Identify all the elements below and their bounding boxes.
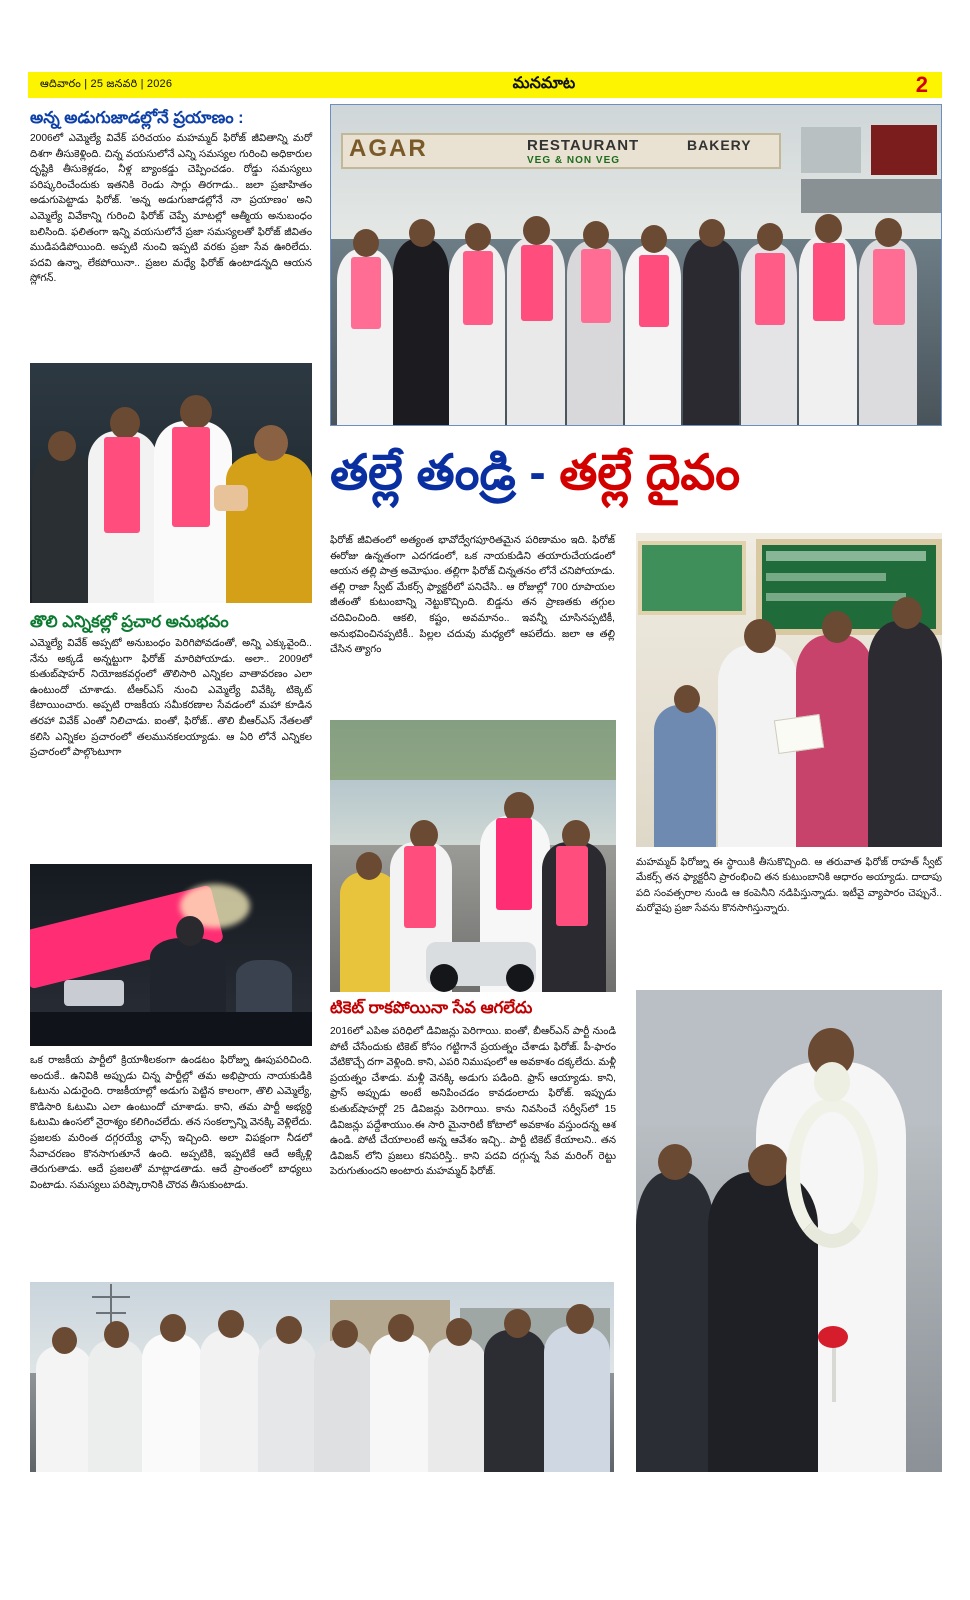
article-sweet-maker-body-wrap — [636, 855, 942, 917]
sign-bakery: BAKERY — [687, 137, 752, 153]
article-mother-father-body-wrap — [330, 533, 615, 658]
photo-school-award — [636, 533, 942, 847]
photo-leader-greeting — [30, 363, 312, 603]
article-ticket-body: 2016లో ఎపిఅ పరిధిలో డివిజన్లు పెరిగాయి. ఐంతో, బీఆర్ఎన్ పార్టీ నుండి పోటీ చేసేందుకు టికెట్ కోసం గట్టిగానే ప్రయత్నం చేశాడు ఫిరోజ్. పీ-ఫారం వేటికొచ్చే దగా వెళ్లింది. కాని, ఎపరి నిముషంలో ఆ అవకాశం దక్కలేదు. మళ్లీ ప్రయత్నం చేశాడు. మళ్లీ వెనక్కి అడుగు పడింది. ఫ్రాస్ ఆయ్యాడు. కాని, ఫ్రాస్ అప్పుడు అంటే అనిపించడం కావడంలాదు ఫిరోజ్. ఇప్పుడు కుతుబ్‌షాహర్లో 25 డివిజన్లు పెరిగాయి. కాను నివసించే సర్వీస్‌లో 15 డివిజన్లు పద్దేశాయుం.ఈ సారి మైనారిటీ కోటాలో అవకాశం వస్తుందన్న ఆశ ఉండి. పోటీ చేయాలంటే అన్న ఆవేశం ఇచ్చి.. పార్టీ టికెట్ కేయాలని.. తన డివిజన్ లోని ప్రజలు కనిపరిస్తి.. కాని పదవి దగ్గున్న సేవ మరింగ్ రెట్టు పెరుగుతుందని అంటారు మహమ్మద్ ఫిరోజ్. — [330, 1026, 616, 1178]
article-journey-body-wrap — [30, 131, 312, 287]
article-journey-body: 2006లో ఎమ్మెల్యే వివేక్ పరిచయం మహమ్మద్ ఫిరోజ్ జీవితాన్ని మరో దిశగా తీసుకెళ్లింది. చిన్న వయసులోనే ఎన్ని సమస్యల గురించి అధికారుల దృష్టికి తీసుకెళ్లడం, నీళ్ల బ్యాంకడ్డు చెప్పించడం. రోడ్డు సమస్యలు పరిష్కరించేందుకు ఇతనికి రెండు సార్లు తిరగాడు.. జలా ప్రజాహితం అడుగుపెట్టాడు ఫిరోజ్. 'అన్న అడుగుజాడల్లోనే నా ప్రయాణం' అని ఎమ్మెల్యే వివేకాన్ని గురించి ఫిరోజ్ చెప్పే మాటల్లో ఆత్మీయ అనుబంధం బలిసింది. ఫలితంగా ఇన్ని వయసులోనే ప్రజా సమస్యలతో ఫిరోజ్ జీవితం ముడిపడిపోయింది. అప్పటి నుంచి ఇప్పటి వరకు ప్రజా సేవ ఊరిలేదు. పదవి ఉన్నా, లేకపోయినా.. ప్రజల మధ్యే ఫిరోజ్ ఉంటాడన్నది ఆయన స్లోగన్. — [30, 133, 312, 285]
photo-group-walk — [30, 1282, 614, 1472]
page-number: 2 — [915, 72, 928, 97]
article-political-party-body: ఒక రాజకీయ పార్టీలో క్రియాశీలకంగా ఉండటం ఫిరోజ్ను ఊపుపరిచింది. అందుకే.. ఉనివికి అప్పుడు చిన్న పార్టీల్లో తమ అభిప్రాయ నాయకుడికి ఓటును ఎడురైంది. రాజకీయాల్లో అడుగు పెట్టిన కాలంగా, తొలి ఎమ్మెల్యే, కొడిసారి ఓటుమి ఎలా ఉంటుందో చూశాడు. కాని, తమ పార్టీ అభ్యర్థి ఓటుమి ఉంసలో నైరాశ్యం కలిగించలేదు. తన సంకల్పాన్ని వెనక్కి వెళ్లిలేదు. ప్రజలకు మరింత దగ్గరయ్యే ఛాన్స్ ఇచ్చింది. అలా విపక్షంగా నీడలో సేవాచరణం కొనసాగుతూనే ఉంది. అప్పటికి, ఇప్పటికే ఆదే అక్కేళ్లి తెరుగుతాడు. ఆదే ప్రజలతో మాట్లాడతాడు. ఆదే ప్రాంతంలో బాధ్యలు వింటాడు. సమస్యలు పరిష్కారానికి చొరవ తీసుకుంటాడు. — [30, 1055, 312, 1191]
banner-dash: - — [529, 446, 546, 500]
photo-night-campaign — [30, 864, 312, 1046]
sign-restaurant-word: RESTAURANT — [527, 137, 640, 154]
masthead — [28, 72, 942, 98]
photo-bike-rally — [330, 720, 616, 992]
sign-veg-nonveg: VEG & NON VEG — [527, 155, 621, 166]
photo-garland-celebration — [636, 990, 942, 1472]
banner-part1: తల్లే తండ్రి — [330, 446, 516, 500]
article-journey-heading-wrap — [30, 108, 310, 128]
banner-headline — [330, 437, 942, 509]
article-ticket-heading: టికెట్ రాకపోయినా సేవ ఆగలేదు — [330, 999, 533, 1017]
article-first-election-heading-wrap — [30, 612, 312, 632]
photo-group-rally-street — [330, 104, 942, 426]
banner-headline-text — [330, 444, 740, 502]
masthead-date: ఆదివారం | 25 జనవరి | 2026 — [40, 77, 173, 90]
banner-part2: తల్లే దైవం — [559, 446, 741, 500]
article-first-election-heading: తొలి ఎన్నికల్లో ప్రచార అనుభవం — [30, 613, 229, 631]
article-sweet-maker-body: మహమ్మద్ ఫిరోజ్ను ఈ స్థాయికి తీసుకొచ్చింది. ఆ తరువాత ఫిరోజ్ రాహత్ స్వీట్ మేకర్స్ తన ఫ్యాక్టరీని ప్రారంభించి తన కుటుంబానికి ఆధారం అయ్యాడు. దాదాపు పది సంవత్సరాల నుండి ఆ కంపెనీని నడిపిస్తున్నాడు. ఇటీవై వ్యాపారం చెప్పునే.. మరోవైపు ప్రజా సేవను కొనసాగిస్తున్నారు. — [636, 857, 942, 915]
article-ticket-body-wrap — [330, 1024, 616, 1180]
sign-restaurant-main: AGAR — [349, 135, 428, 162]
article-political-party-body-wrap — [30, 1053, 312, 1193]
article-mother-father-body: ఫిరోజ్ జీవితంలో అత్యంత భావోద్వేగపూరితమైన పరిణామం ఇది. ఫిరోజ్ ఈరోజు ఉన్నతంగా ఎదగడంలో, ఒక నాయకుడిని తయారుచేయడంలో ఆయన తల్లి పాత్ర అమోఘం. తల్లిగా ఫిరోజ్ చిన్నతనం లోనే చనిపోయాడు. తల్లి రాజా స్వీట్ మేకర్స్ ఫ్యాక్టరీలో పనిచేసి.. ఆ రోజుల్లో 700 రూపాయల జీతంతో కుటుంబాన్ని నెట్టుకొచ్చింది. బిడ్డను తన ప్రాణతకు తగ్గుల చదివించింది. ఆకలి, కష్టం, అవమానం.. ఇవన్నీ చూసినప్పటికీ, అనుభవించినప్పటికీ.. పిల్లల చదువు మధ్యలో ఆపలేదు. జలా ఆ తల్లి చేసిన త్యాగం — [330, 535, 615, 656]
article-journey-heading: అన్న అడుగుజాడల్లోనే ప్రయాణం : — [30, 109, 244, 127]
article-first-election-body-wrap — [30, 636, 312, 761]
article-first-election-body: ఎమ్మెల్యే వివేక్ అప్పటో అనుబంధం పెరిగిపోవడంతో, అన్ని ఎక్కువైంది.. నేను అక్కడే అన్నట్టుగా ఫిరోజ్ మారిపోయాడు. అలా.. 2009లో కుతుబ్‌షాహర్ నియోజకవర్గంలో తొలిసారి ఎన్నికల వాతావరణం ఎలా ఉంటుందో చూశాడు. టీఆర్ఎస్ నుంచి ఎమ్మెల్యే వివేక్కి టిక్కెట్ కేటాయించారు. అప్పటి రాజకీయ సమీకరణాల సేవడంలో మహా కూడిన తరహా వివేక్ ఎంతో నిలిచాడు. ఐంతో, ఫిరోజ్.. తొలి బీఆర్ఎస్ నేతలతో కలిసి ఎన్నికల ప్రచారంలో తలమునకలయ్యాడు. ఆ ఏరి లోనే ఎన్నికల ప్రచారంలో పాల్గొంటూగా — [30, 638, 312, 759]
masthead-title: మనమాట — [512, 75, 576, 92]
article-ticket-heading-wrap — [330, 998, 616, 1018]
